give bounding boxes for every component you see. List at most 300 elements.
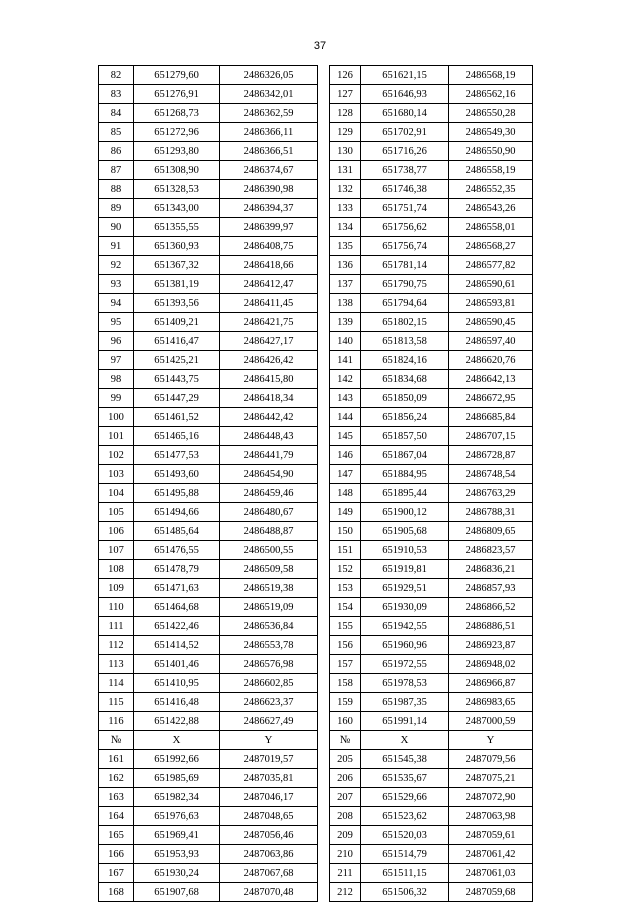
x-coordinate-cell: 651919,81 — [361, 560, 449, 579]
y-coordinate-cell: 2486394,37 — [220, 199, 318, 218]
table-row — [99, 332, 533, 351]
y-coordinate-cell: 2487079,56 — [449, 750, 533, 769]
x-coordinate-cell: 651985,69 — [134, 769, 220, 788]
point-number-cell: 150 — [330, 522, 361, 541]
point-number-cell: 159 — [330, 693, 361, 712]
x-coordinate-cell: 651982,34 — [134, 788, 220, 807]
y-coordinate-cell: 2486886,51 — [449, 617, 533, 636]
table-row — [99, 446, 533, 465]
table-row — [99, 142, 533, 161]
column-gap — [318, 237, 330, 256]
y-coordinate-cell: 2486590,61 — [449, 275, 533, 294]
x-coordinate-cell: 651465,16 — [134, 427, 220, 446]
x-coordinate-cell: 651471,63 — [134, 579, 220, 598]
y-coordinate-cell: 2486454,90 — [220, 465, 318, 484]
x-coordinate-cell: 651495,88 — [134, 484, 220, 503]
column-gap — [318, 579, 330, 598]
x-coordinate-cell: 651751,74 — [361, 199, 449, 218]
table-row — [99, 294, 533, 313]
column-gap — [318, 693, 330, 712]
column-gap — [318, 598, 330, 617]
y-coordinate-cell: 2487061,03 — [449, 864, 533, 883]
point-number-cell: 142 — [330, 370, 361, 389]
x-coordinate-cell: 651702,91 — [361, 123, 449, 142]
point-number-cell: 102 — [99, 446, 134, 465]
x-coordinate-cell: 651813,58 — [361, 332, 449, 351]
column-gap — [318, 123, 330, 142]
y-coordinate-cell: 2486577,82 — [449, 256, 533, 275]
y-coordinate-cell: 2486362,59 — [220, 104, 318, 123]
y-coordinate-cell: 2486623,37 — [220, 693, 318, 712]
point-number-cell: 93 — [99, 275, 134, 294]
x-coordinate-cell: 651393,56 — [134, 294, 220, 313]
table-row — [99, 883, 533, 902]
y-coordinate-cell: 2486558,01 — [449, 218, 533, 237]
y-coordinate-cell: 2486983,65 — [449, 693, 533, 712]
table-row — [99, 427, 533, 446]
x-coordinate-cell: 651410,95 — [134, 674, 220, 693]
x-coordinate-cell: 651930,09 — [361, 598, 449, 617]
y-coordinate-cell: 2486620,76 — [449, 351, 533, 370]
y-coordinate-cell: 2487063,98 — [449, 807, 533, 826]
point-number-cell: 83 — [99, 85, 134, 104]
coordinates-table — [98, 65, 533, 902]
x-coordinate-cell: 651477,53 — [134, 446, 220, 465]
table-row — [99, 465, 533, 484]
table-row — [99, 351, 533, 370]
x-coordinate-cell: 651716,26 — [361, 142, 449, 161]
y-coordinate-cell: 2486550,28 — [449, 104, 533, 123]
point-number-cell: 94 — [99, 294, 134, 313]
y-coordinate-cell: 2487075,21 — [449, 769, 533, 788]
point-number-cell: 95 — [99, 313, 134, 332]
x-coordinate-cell: 651680,14 — [361, 104, 449, 123]
point-number-cell: 206 — [330, 769, 361, 788]
table-header-row — [99, 731, 533, 750]
table-row — [99, 674, 533, 693]
point-number-cell: 154 — [330, 598, 361, 617]
point-number-cell: 105 — [99, 503, 134, 522]
point-number-cell: 86 — [99, 142, 134, 161]
point-number-cell: 128 — [330, 104, 361, 123]
x-coordinate-cell: 651514,79 — [361, 845, 449, 864]
table-row — [99, 218, 533, 237]
column-gap — [318, 351, 330, 370]
column-gap — [318, 636, 330, 655]
x-coordinate-cell: 651824,16 — [361, 351, 449, 370]
x-coordinate-cell: 651443,75 — [134, 370, 220, 389]
y-coordinate-cell: 2486412,47 — [220, 275, 318, 294]
point-number-cell: 209 — [330, 826, 361, 845]
y-coordinate-cell: 2487059,68 — [449, 883, 533, 902]
y-coordinate-cell: 2486366,51 — [220, 142, 318, 161]
x-coordinate-cell: 651493,60 — [134, 465, 220, 484]
x-coordinate-cell: 651895,44 — [361, 484, 449, 503]
point-number-cell: 212 — [330, 883, 361, 902]
point-number-cell: 158 — [330, 674, 361, 693]
point-number-cell: 104 — [99, 484, 134, 503]
x-coordinate-cell: 651381,19 — [134, 275, 220, 294]
column-gap — [318, 674, 330, 693]
point-number-cell: 141 — [330, 351, 361, 370]
column-gap — [318, 199, 330, 218]
point-number-cell: 163 — [99, 788, 134, 807]
y-coordinate-cell: 2486421,75 — [220, 313, 318, 332]
table-row — [99, 66, 533, 85]
y-coordinate-cell: 2486418,66 — [220, 256, 318, 275]
point-number-cell: 210 — [330, 845, 361, 864]
y-coordinate-cell: 2486426,42 — [220, 351, 318, 370]
x-coordinate-cell: 651987,35 — [361, 693, 449, 712]
table-row — [99, 180, 533, 199]
point-number-cell: 129 — [330, 123, 361, 142]
x-coordinate-cell: 651360,93 — [134, 237, 220, 256]
y-coordinate-cell: 2486857,93 — [449, 579, 533, 598]
column-gap — [318, 446, 330, 465]
x-coordinate-cell: 651355,55 — [134, 218, 220, 237]
x-coordinate-cell: 651279,60 — [134, 66, 220, 85]
y-coordinate-cell: 2486788,31 — [449, 503, 533, 522]
x-coordinate-cell: 651535,67 — [361, 769, 449, 788]
x-coordinate-cell: 651268,73 — [134, 104, 220, 123]
point-number-cell: 165 — [99, 826, 134, 845]
y-coordinate-cell: 2486602,85 — [220, 674, 318, 693]
y-coordinate-cell: 2486866,52 — [449, 598, 533, 617]
column-gap — [318, 104, 330, 123]
x-coordinate-cell: 651646,93 — [361, 85, 449, 104]
x-coordinate-cell: 651293,80 — [134, 142, 220, 161]
point-number-cell: 137 — [330, 275, 361, 294]
column-gap — [318, 332, 330, 351]
y-coordinate-cell: 2486568,19 — [449, 66, 533, 85]
y-coordinate-cell: 2486552,35 — [449, 180, 533, 199]
y-coordinate-cell: 2487019,57 — [220, 750, 318, 769]
column-gap — [318, 522, 330, 541]
y-coordinate-cell: 2486366,11 — [220, 123, 318, 142]
y-coordinate-cell: 2486480,67 — [220, 503, 318, 522]
x-coordinate-cell: 651476,55 — [134, 541, 220, 560]
column-gap — [318, 275, 330, 294]
x-coordinate-cell: 651464,68 — [134, 598, 220, 617]
y-coordinate-cell: 2486519,09 — [220, 598, 318, 617]
table-row — [99, 313, 533, 332]
x-coordinate-cell: 651447,29 — [134, 389, 220, 408]
y-coordinate-cell: 2486568,27 — [449, 237, 533, 256]
x-coordinate-cell: 651416,48 — [134, 693, 220, 712]
table-row — [99, 579, 533, 598]
point-number-cell: 108 — [99, 560, 134, 579]
y-coordinate-cell: 2486728,87 — [449, 446, 533, 465]
header-y: Y — [449, 731, 533, 750]
point-number-cell: 132 — [330, 180, 361, 199]
point-number-cell: 144 — [330, 408, 361, 427]
x-coordinate-cell: 651910,53 — [361, 541, 449, 560]
x-coordinate-cell: 651485,64 — [134, 522, 220, 541]
column-gap — [318, 313, 330, 332]
y-coordinate-cell: 2486399,97 — [220, 218, 318, 237]
point-number-cell: 107 — [99, 541, 134, 560]
y-coordinate-cell: 2486342,01 — [220, 85, 318, 104]
column-gap — [318, 294, 330, 313]
point-number-cell: 140 — [330, 332, 361, 351]
y-coordinate-cell: 2486427,17 — [220, 332, 318, 351]
x-coordinate-cell: 651991,14 — [361, 712, 449, 731]
y-coordinate-cell: 2486543,26 — [449, 199, 533, 218]
header-number: № — [99, 731, 134, 750]
table-row — [99, 636, 533, 655]
x-coordinate-cell: 651409,21 — [134, 313, 220, 332]
x-coordinate-cell: 651422,88 — [134, 712, 220, 731]
x-coordinate-cell: 651802,15 — [361, 313, 449, 332]
point-number-cell: 111 — [99, 617, 134, 636]
point-number-cell: 115 — [99, 693, 134, 712]
x-coordinate-cell: 651794,64 — [361, 294, 449, 313]
y-coordinate-cell: 2486374,67 — [220, 161, 318, 180]
point-number-cell: 149 — [330, 503, 361, 522]
point-number-cell: 135 — [330, 237, 361, 256]
y-coordinate-cell: 2487061,42 — [449, 845, 533, 864]
column-gap — [318, 883, 330, 902]
y-coordinate-cell: 2486763,29 — [449, 484, 533, 503]
point-number-cell: 100 — [99, 408, 134, 427]
x-coordinate-cell: 651746,38 — [361, 180, 449, 199]
table-row — [99, 788, 533, 807]
column-gap — [318, 731, 330, 750]
point-number-cell: 84 — [99, 104, 134, 123]
x-coordinate-cell: 651529,66 — [361, 788, 449, 807]
y-coordinate-cell: 2487072,90 — [449, 788, 533, 807]
column-gap — [318, 389, 330, 408]
point-number-cell: 211 — [330, 864, 361, 883]
table-row — [99, 598, 533, 617]
table-row — [99, 199, 533, 218]
column-gap — [318, 484, 330, 503]
y-coordinate-cell: 2486576,98 — [220, 655, 318, 674]
table-row — [99, 807, 533, 826]
y-coordinate-cell: 2486685,84 — [449, 408, 533, 427]
point-number-cell: 113 — [99, 655, 134, 674]
point-number-cell: 160 — [330, 712, 361, 731]
y-coordinate-cell: 2486823,57 — [449, 541, 533, 560]
x-coordinate-cell: 651867,04 — [361, 446, 449, 465]
x-coordinate-cell: 651960,96 — [361, 636, 449, 655]
column-gap — [318, 788, 330, 807]
y-coordinate-cell: 2486500,55 — [220, 541, 318, 560]
y-coordinate-cell: 2486411,45 — [220, 294, 318, 313]
x-coordinate-cell: 651494,66 — [134, 503, 220, 522]
table-row — [99, 560, 533, 579]
table-row — [99, 484, 533, 503]
x-coordinate-cell: 651953,93 — [134, 845, 220, 864]
x-coordinate-cell: 651367,32 — [134, 256, 220, 275]
point-number-cell: 146 — [330, 446, 361, 465]
table-row — [99, 161, 533, 180]
table-row — [99, 370, 533, 389]
column-gap — [318, 256, 330, 275]
x-coordinate-cell: 651978,53 — [361, 674, 449, 693]
point-number-cell: 167 — [99, 864, 134, 883]
point-number-cell: 109 — [99, 579, 134, 598]
table-row — [99, 712, 533, 731]
y-coordinate-cell: 2486627,49 — [220, 712, 318, 731]
column-gap — [318, 655, 330, 674]
y-coordinate-cell: 2487035,81 — [220, 769, 318, 788]
point-number-cell: 153 — [330, 579, 361, 598]
point-number-cell: 82 — [99, 66, 134, 85]
table-row — [99, 123, 533, 142]
table-row — [99, 845, 533, 864]
y-coordinate-cell: 2487056,46 — [220, 826, 318, 845]
point-number-cell: 89 — [99, 199, 134, 218]
x-coordinate-cell: 651992,66 — [134, 750, 220, 769]
column-gap — [318, 769, 330, 788]
point-number-cell: 130 — [330, 142, 361, 161]
point-number-cell: 208 — [330, 807, 361, 826]
y-coordinate-cell: 2486390,98 — [220, 180, 318, 199]
y-coordinate-cell: 2486549,30 — [449, 123, 533, 142]
x-coordinate-cell: 651930,24 — [134, 864, 220, 883]
x-coordinate-cell: 651942,55 — [361, 617, 449, 636]
point-number-cell: 155 — [330, 617, 361, 636]
column-gap — [318, 427, 330, 446]
table-row — [99, 693, 533, 712]
x-coordinate-cell: 651511,15 — [361, 864, 449, 883]
x-coordinate-cell: 651343,00 — [134, 199, 220, 218]
y-coordinate-cell: 2486748,54 — [449, 465, 533, 484]
x-coordinate-cell: 651834,68 — [361, 370, 449, 389]
header-x: X — [361, 731, 449, 750]
table-row — [99, 769, 533, 788]
column-gap — [318, 180, 330, 199]
x-coordinate-cell: 651425,21 — [134, 351, 220, 370]
point-number-cell: 112 — [99, 636, 134, 655]
y-coordinate-cell: 2486326,05 — [220, 66, 318, 85]
y-coordinate-cell: 2486948,02 — [449, 655, 533, 674]
table-row — [99, 522, 533, 541]
x-coordinate-cell: 651506,32 — [361, 883, 449, 902]
x-coordinate-cell: 651756,62 — [361, 218, 449, 237]
column-gap — [318, 218, 330, 237]
point-number-cell: 88 — [99, 180, 134, 199]
point-number-cell: 127 — [330, 85, 361, 104]
y-coordinate-cell: 2486836,21 — [449, 560, 533, 579]
point-number-cell: 207 — [330, 788, 361, 807]
y-coordinate-cell: 2486642,13 — [449, 370, 533, 389]
x-coordinate-cell: 651478,79 — [134, 560, 220, 579]
x-coordinate-cell: 651856,24 — [361, 408, 449, 427]
y-coordinate-cell: 2486593,81 — [449, 294, 533, 313]
x-coordinate-cell: 651401,46 — [134, 655, 220, 674]
table-row — [99, 85, 533, 104]
y-coordinate-cell: 2487059,61 — [449, 826, 533, 845]
point-number-cell: 103 — [99, 465, 134, 484]
column-gap — [318, 617, 330, 636]
y-coordinate-cell: 2486597,40 — [449, 332, 533, 351]
column-gap — [318, 465, 330, 484]
y-coordinate-cell: 2487046,17 — [220, 788, 318, 807]
point-number-cell: 90 — [99, 218, 134, 237]
column-gap — [318, 750, 330, 769]
x-coordinate-cell: 651905,68 — [361, 522, 449, 541]
y-coordinate-cell: 2486509,58 — [220, 560, 318, 579]
point-number-cell: 96 — [99, 332, 134, 351]
point-number-cell: 110 — [99, 598, 134, 617]
x-coordinate-cell: 651308,90 — [134, 161, 220, 180]
table-row — [99, 275, 533, 294]
y-coordinate-cell: 2486809,65 — [449, 522, 533, 541]
y-coordinate-cell: 2486519,38 — [220, 579, 318, 598]
point-number-cell: 161 — [99, 750, 134, 769]
point-number-cell: 98 — [99, 370, 134, 389]
table-row — [99, 256, 533, 275]
x-coordinate-cell: 651461,52 — [134, 408, 220, 427]
x-coordinate-cell: 651416,47 — [134, 332, 220, 351]
y-coordinate-cell: 2487067,68 — [220, 864, 318, 883]
header-x: X — [134, 731, 220, 750]
point-number-cell: 116 — [99, 712, 134, 731]
point-number-cell: 148 — [330, 484, 361, 503]
point-number-cell: 157 — [330, 655, 361, 674]
page-number: 37 — [313, 40, 327, 52]
column-gap — [318, 503, 330, 522]
x-coordinate-cell: 651414,52 — [134, 636, 220, 655]
point-number-cell: 136 — [330, 256, 361, 275]
point-number-cell: 145 — [330, 427, 361, 446]
point-number-cell: 164 — [99, 807, 134, 826]
point-number-cell: 162 — [99, 769, 134, 788]
x-coordinate-cell: 651850,09 — [361, 389, 449, 408]
x-coordinate-cell: 651900,12 — [361, 503, 449, 522]
table-row — [99, 503, 533, 522]
x-coordinate-cell: 651738,77 — [361, 161, 449, 180]
x-coordinate-cell: 651976,63 — [134, 807, 220, 826]
y-coordinate-cell: 2486536,84 — [220, 617, 318, 636]
point-number-cell: 147 — [330, 465, 361, 484]
y-coordinate-cell: 2486558,19 — [449, 161, 533, 180]
y-coordinate-cell: 2486966,87 — [449, 674, 533, 693]
point-number-cell: 139 — [330, 313, 361, 332]
y-coordinate-cell: 2486442,42 — [220, 408, 318, 427]
table-row — [99, 541, 533, 560]
table-row — [99, 237, 533, 256]
y-coordinate-cell: 2486550,90 — [449, 142, 533, 161]
x-coordinate-cell: 651422,46 — [134, 617, 220, 636]
point-number-cell: 143 — [330, 389, 361, 408]
x-coordinate-cell: 651328,53 — [134, 180, 220, 199]
column-gap — [318, 541, 330, 560]
y-coordinate-cell: 2486553,78 — [220, 636, 318, 655]
y-coordinate-cell: 2487070,48 — [220, 883, 318, 902]
y-coordinate-cell: 2486707,15 — [449, 427, 533, 446]
column-gap — [318, 66, 330, 85]
point-number-cell: 85 — [99, 123, 134, 142]
table-row — [99, 408, 533, 427]
point-number-cell: 151 — [330, 541, 361, 560]
point-number-cell: 152 — [330, 560, 361, 579]
table-row — [99, 864, 533, 883]
point-number-cell: 133 — [330, 199, 361, 218]
point-number-cell: 87 — [99, 161, 134, 180]
point-number-cell: 106 — [99, 522, 134, 541]
column-gap — [318, 864, 330, 883]
y-coordinate-cell: 2486448,43 — [220, 427, 318, 446]
column-gap — [318, 807, 330, 826]
point-number-cell: 168 — [99, 883, 134, 902]
x-coordinate-cell: 651969,41 — [134, 826, 220, 845]
point-number-cell: 131 — [330, 161, 361, 180]
x-coordinate-cell: 651781,14 — [361, 256, 449, 275]
table-row — [99, 617, 533, 636]
